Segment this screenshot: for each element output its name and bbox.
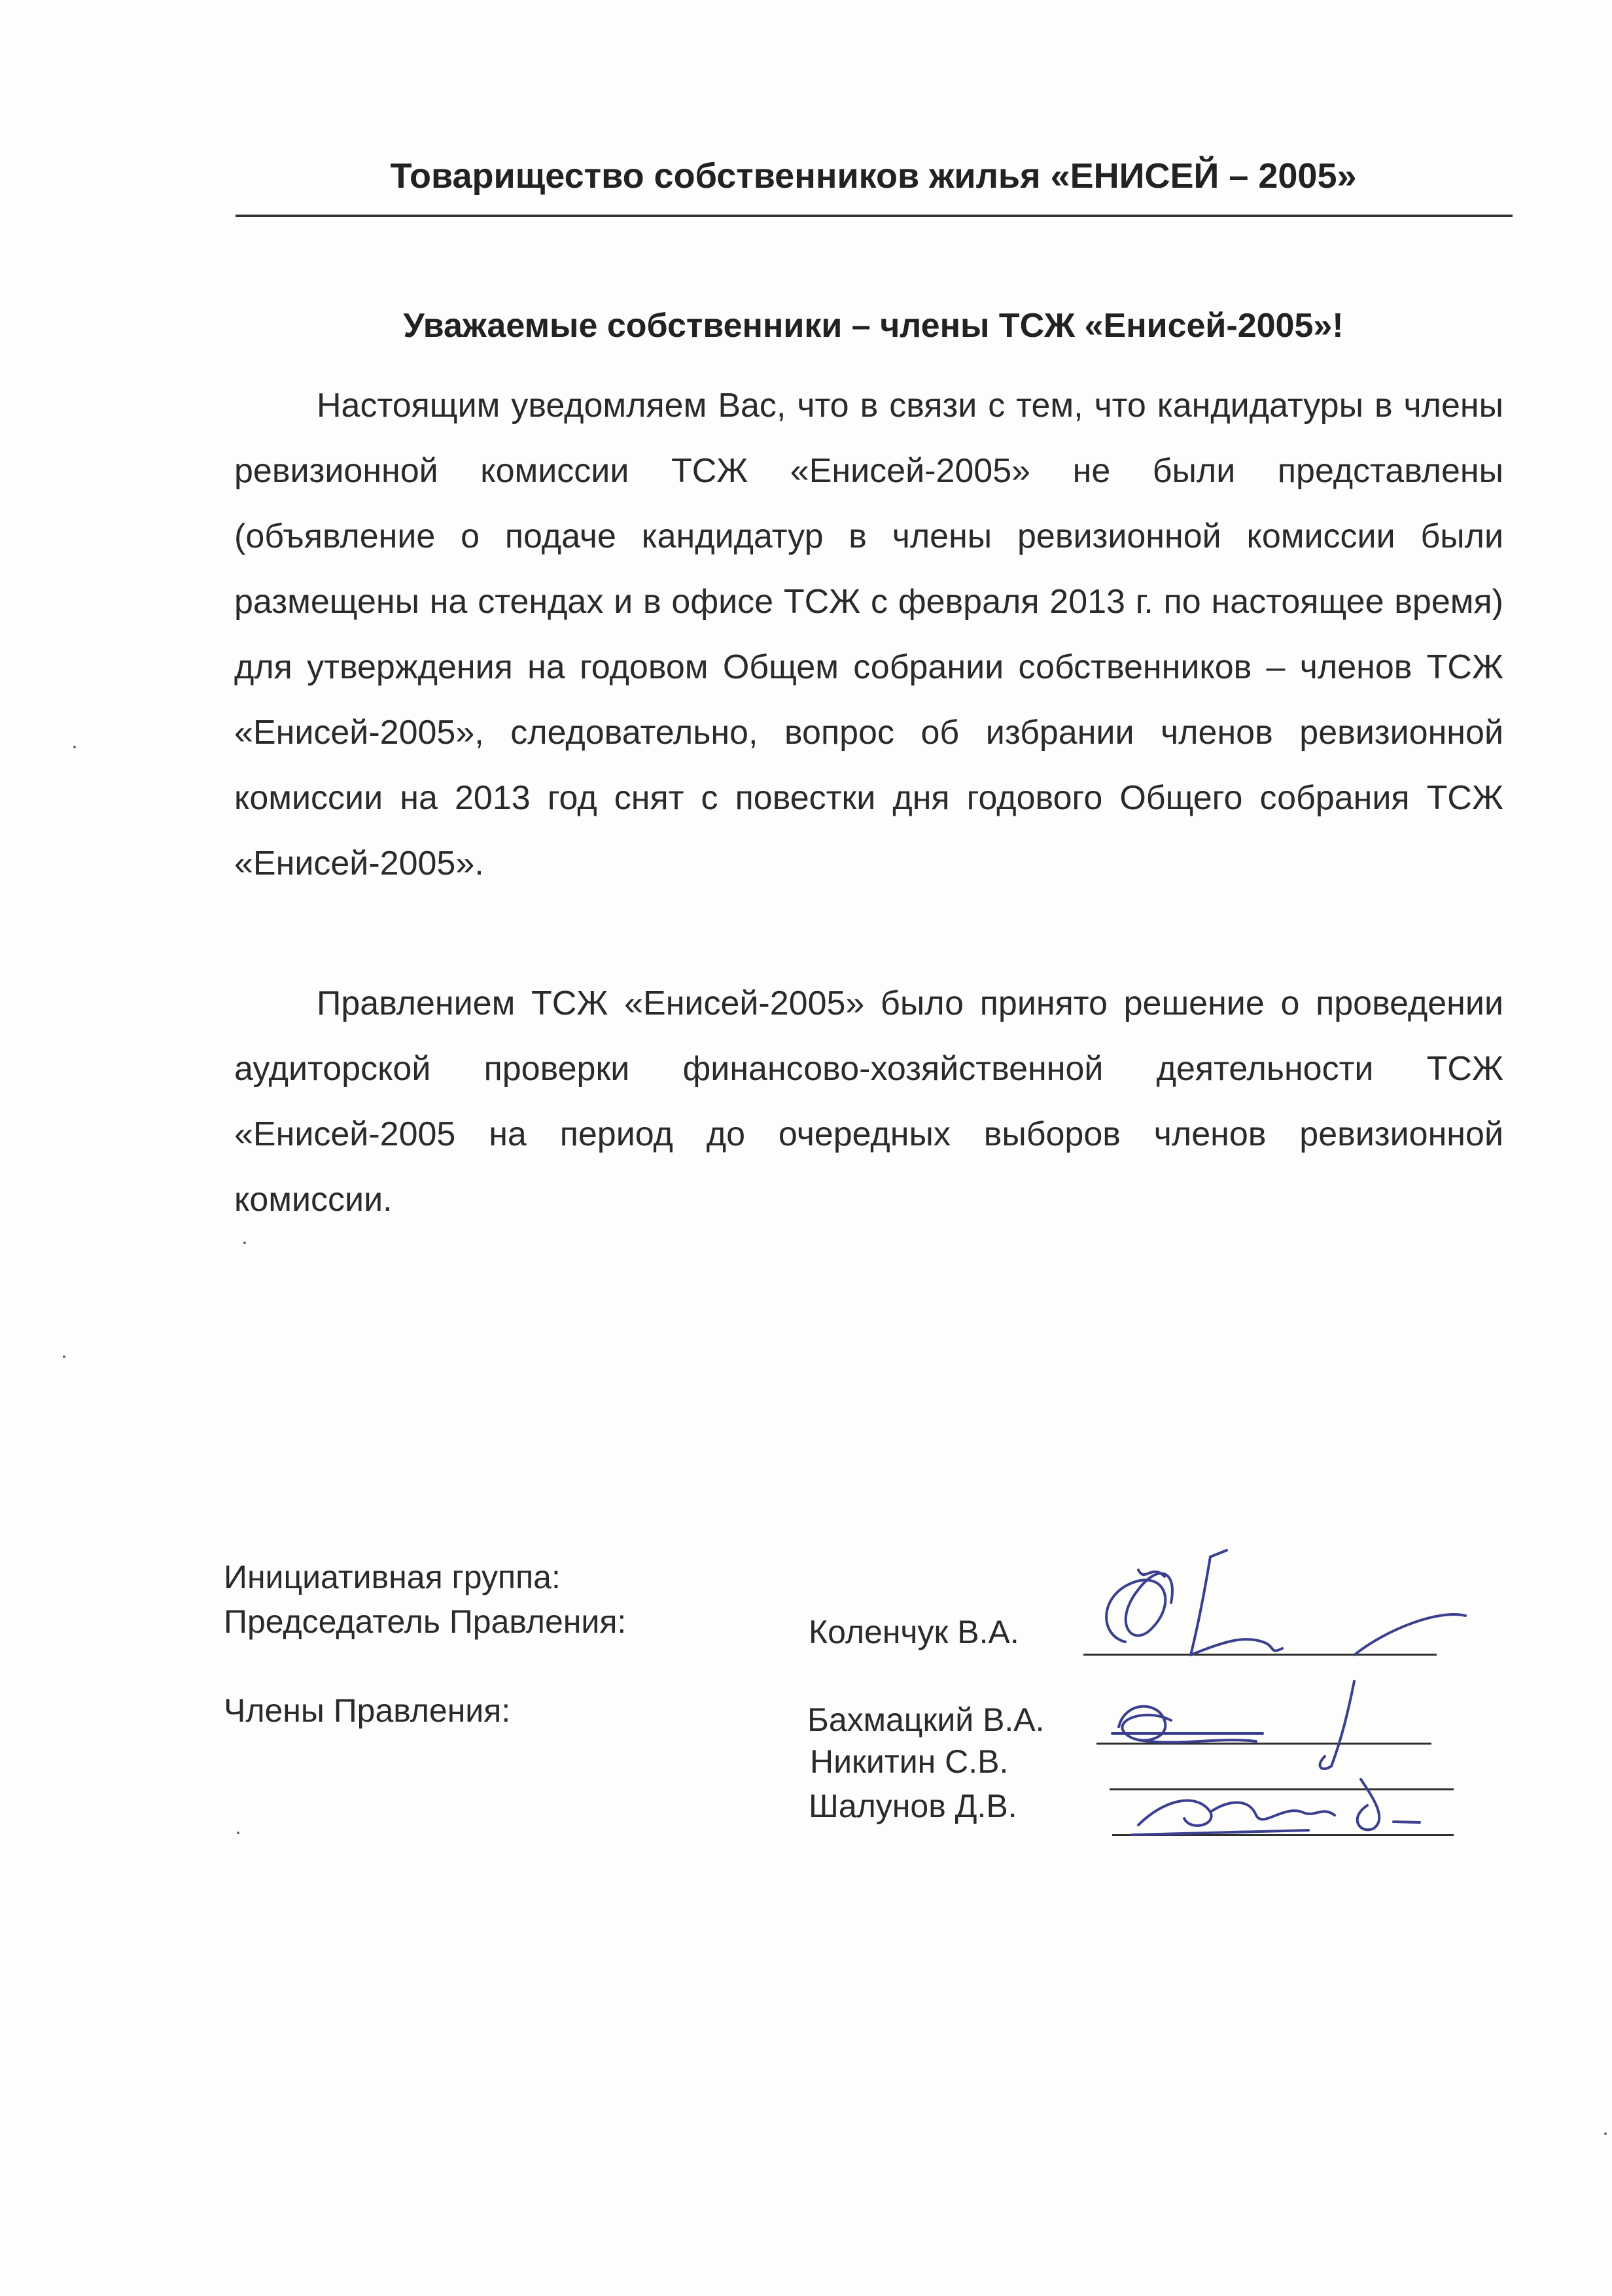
paragraph-2: Правлением ТСЖ «Енисей-2005» было принято решение о проведении аудиторской проверки финансово-хозяйственной деятельности ТСЖ «Енисей-2005 на период до очередных выборов членов ревизионной комиссии. (234, 984, 1503, 1219)
initiative-group-label: Инициативная группа: (224, 1559, 561, 1595)
signature-kolenchuk-icon (1073, 1544, 1479, 1675)
chairman-label: Председатель Правления: (224, 1603, 627, 1640)
scan-speck (237, 1832, 239, 1834)
signer-name-shalunov: Шалунов Д.В. (809, 1788, 1017, 1824)
signer-name-kolenchuk: Коленчук В.А. (809, 1614, 1019, 1650)
scan-speck (73, 746, 76, 748)
letter-greeting: Уважаемые собственники – члены ТСЖ «Енисей-2005»! (403, 307, 1344, 345)
organization-title: Товарищество собственников жилья «ЕНИСЕЙ – 2005» (390, 156, 1357, 196)
members-label: Члены Правления: (224, 1692, 511, 1729)
scan-speck (243, 1242, 246, 1244)
paragraph-1: Настоящим уведомляем Вас, что в связи с тем, что кандидатуры в члены ревизионной комиссии ТСЖ «Енисей-2005» не были представлены (объявление о подаче кандидатур в члены ревизионной комиссии были размещены на стендах и в офисе ТСЖ с февраля 2013 г. по настоящее время) для утверждения на годовом Общем собрании собственников – членов ТСЖ «Енисей-2005», следовательно, вопрос об избрании членов ревизионной комиссии на 2013 год снят с повестки дня годового Общего собрания ТСЖ «Енисей-2005». (234, 387, 1503, 882)
signer-name-bakhmatsky: Бахмацкий В.А. (807, 1701, 1045, 1738)
scan-speck (1604, 2132, 1607, 2135)
header-divider (236, 215, 1513, 217)
scan-speck (63, 1355, 65, 1358)
signature-shalunov-icon (1112, 1753, 1452, 1845)
signer-name-nikitin: Никитин С.В. (810, 1743, 1009, 1780)
